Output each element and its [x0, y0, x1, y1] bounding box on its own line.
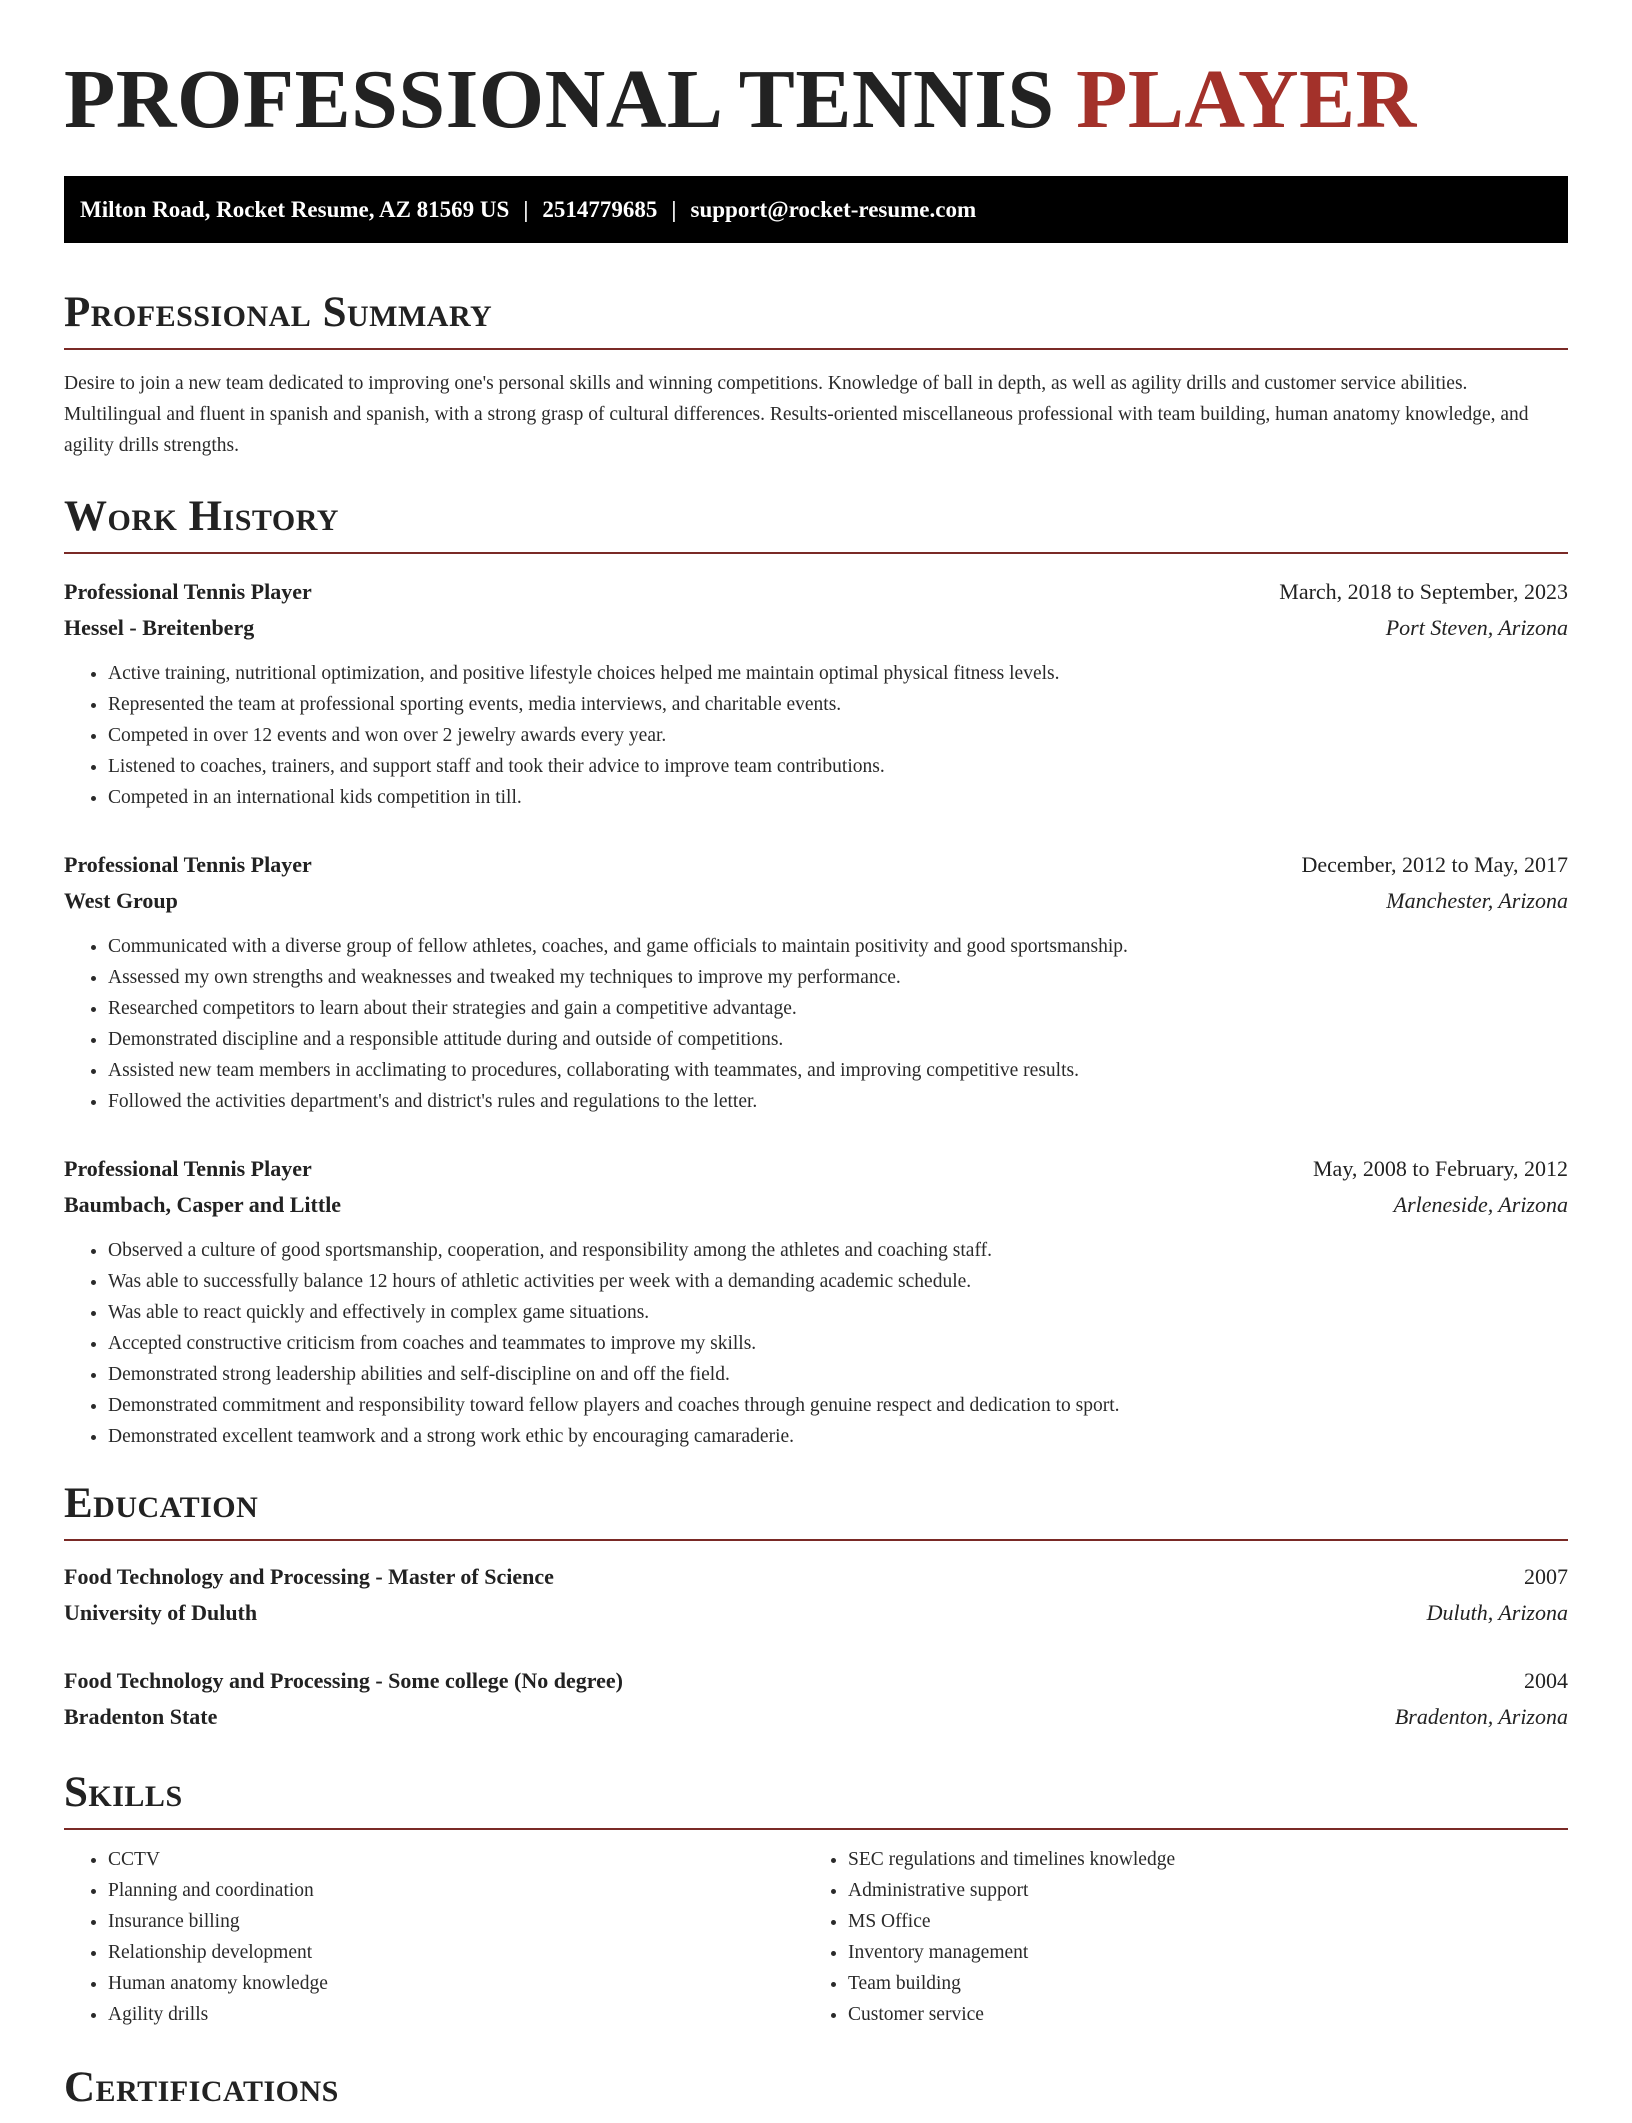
job-entry [64, 574, 1568, 813]
job-duty: • Competed in over 12 events and won over 2 jewelry awards every year. [108, 720, 1568, 751]
skills-grid [64, 1844, 1568, 2030]
education-degree: Food Technology and Processing - Some college (No degree) [64, 1668, 623, 1693]
work-history-list [64, 574, 1568, 1452]
job-location: Port Steven, Arizona [1385, 615, 1568, 640]
skills-heading: Skills [64, 1771, 1568, 1830]
job-location: Manchester, Arizona [1386, 888, 1568, 913]
resume-page [64, 0, 1568, 2123]
skill-item: • Insurance billing [108, 1906, 804, 1937]
job-duty: • Researched competitors to learn about their strategies and gain a competitive advantage. [108, 993, 1568, 1024]
job-title: Professional Tennis Player [64, 579, 312, 604]
job-header-row [64, 574, 1568, 610]
job-duties-list [64, 658, 1568, 813]
job-duty: • Communicated with a diverse group of fellow athletes, coaches, and game officials to maintain positivity and good sportsmanship. [108, 931, 1568, 962]
job-company-row [64, 610, 1568, 646]
job-duty: • Listened to coaches, trainers, and support staff and took their advice to improve team contributions. [108, 751, 1568, 782]
skill-item: • Planning and coordination [108, 1875, 804, 1906]
education-location: Bradenton, Arizona [1394, 1704, 1568, 1729]
job-company: Baumbach, Casper and Little [64, 1192, 342, 1217]
job-duty: • Demonstrated commitment and responsibility toward fellow players and coaches through genuine respect and dedication to sport. [108, 1390, 1568, 1421]
certifications-heading: Certifications [64, 2064, 339, 2111]
skills-column-right [804, 1844, 1568, 2030]
job-duty: • Was able to successfully balance 12 hours of athletic activities per week with a demanding academic schedule. [108, 1266, 1568, 1297]
education-header-row [64, 1559, 1568, 1595]
education-location: Duluth, Arizona [1426, 1600, 1568, 1625]
job-duties-list [64, 1235, 1568, 1452]
education-school: University of Duluth [64, 1600, 258, 1625]
job-dates: May, 2008 to February, 2012 [1313, 1156, 1568, 1181]
job-entry [64, 1151, 1568, 1452]
skill-item: • SEC regulations and timelines knowledge [848, 1844, 1568, 1875]
job-duty: • Demonstrated strong leadership abilities and self-discipline on and off the field. [108, 1359, 1568, 1390]
job-dates: December, 2012 to May, 2017 [1301, 852, 1568, 877]
contact-bar [64, 176, 1568, 243]
resume-name [64, 0, 1568, 146]
skill-item: • MS Office [848, 1906, 1568, 1937]
job-company: Hessel - Breitenberg [64, 615, 255, 640]
summary-heading: Professional Summary [64, 291, 1568, 350]
job-company: West Group [64, 888, 178, 913]
job-company-row [64, 1187, 1568, 1223]
job-title: Professional Tennis Player [64, 852, 312, 877]
contact-separator: | [671, 197, 677, 222]
education-entry [64, 1663, 1568, 1735]
name-accent: PLAYER [1076, 53, 1417, 146]
job-header-row [64, 847, 1568, 883]
education-school-row [64, 1699, 1568, 1735]
job-duty: • Competed in an international kids competition in till. [108, 782, 1568, 813]
education-header-row [64, 1663, 1568, 1699]
job-entry [64, 847, 1568, 1117]
skills-column-left [64, 1844, 804, 2030]
job-company-row [64, 883, 1568, 919]
contact-phone: 2514779685 [542, 197, 658, 222]
skill-item: • Customer service [848, 1999, 1568, 2030]
contact-email: support@rocket-resume.com [690, 197, 977, 222]
job-duty: • Demonstrated excellent teamwork and a strong work ethic by encouraging camaraderie. [108, 1421, 1568, 1452]
education-school: Bradenton State [64, 1704, 218, 1729]
job-duty: • Followed the activities department's and district's rules and regulations to the letter. [108, 1086, 1568, 1117]
job-location: Arleneside, Arizona [1393, 1192, 1568, 1217]
contact-separator: | [523, 197, 529, 222]
education-heading: Education [64, 1482, 1568, 1541]
job-title: Professional Tennis Player [64, 1156, 312, 1181]
contact-address: Milton Road, Rocket Resume, AZ 81569 US [80, 197, 510, 222]
job-dates: March, 2018 to September, 2023 [1279, 579, 1568, 604]
skill-item: • Human anatomy knowledge [108, 1968, 804, 1999]
education-list [64, 1559, 1568, 1735]
job-duty: • Accepted constructive criticism from coaches and teammates to improve my skills. [108, 1328, 1568, 1359]
education-entry [64, 1559, 1568, 1631]
job-header-row [64, 1151, 1568, 1187]
job-duty: • Active training, nutritional optimization, and positive lifestyle choices helped me maintain optimal physical fitness levels. [108, 658, 1568, 689]
job-duty: • Was able to react quickly and effectively in complex game situations. [108, 1297, 1568, 1328]
skill-item: • Team building [848, 1968, 1568, 1999]
job-duty: • Represented the team at professional sporting events, media interviews, and charitable events. [108, 689, 1568, 720]
work-history-heading: Work History [64, 495, 1568, 554]
job-duty: • Assisted new team members in acclimating to procedures, collaborating with teammates, and improving competitive results. [108, 1055, 1568, 1086]
summary-text: Desire to join a new team dedicated to improving one's personal skills and winning competitions. Knowledge of ball in depth, as well as agility drills and customer service abilities. Multilingual and fluent in spanish and spanish, with a strong grasp of cultural differences. Results-oriented miscellaneous professional with team building, human anatomy knowledge, and agility drills strengths. [64, 373, 1529, 456]
education-school-row [64, 1595, 1568, 1631]
education-degree: Food Technology and Processing - Master of Science [64, 1564, 554, 1589]
skill-item: • Inventory management [848, 1937, 1568, 1968]
education-year: 2007 [1524, 1564, 1568, 1589]
job-duty: • Observed a culture of good sportsmanship, cooperation, and responsibility among the athletes and coaching staff. [108, 1235, 1568, 1266]
job-duty: • Assessed my own strengths and weaknesses and tweaked my techniques to improve my performance. [108, 962, 1568, 993]
skill-item: • Relationship development [108, 1937, 804, 1968]
name-main: PROFESSIONAL TENNIS [64, 53, 1055, 146]
education-year: 2004 [1524, 1668, 1568, 1693]
job-duty: • Demonstrated discipline and a responsible attitude during and outside of competitions. [108, 1024, 1568, 1055]
job-duties-list [64, 931, 1568, 1117]
skill-item: • Administrative support [848, 1875, 1568, 1906]
skill-item: • Agility drills [108, 1999, 804, 2030]
skill-item: • CCTV [108, 1844, 804, 1875]
